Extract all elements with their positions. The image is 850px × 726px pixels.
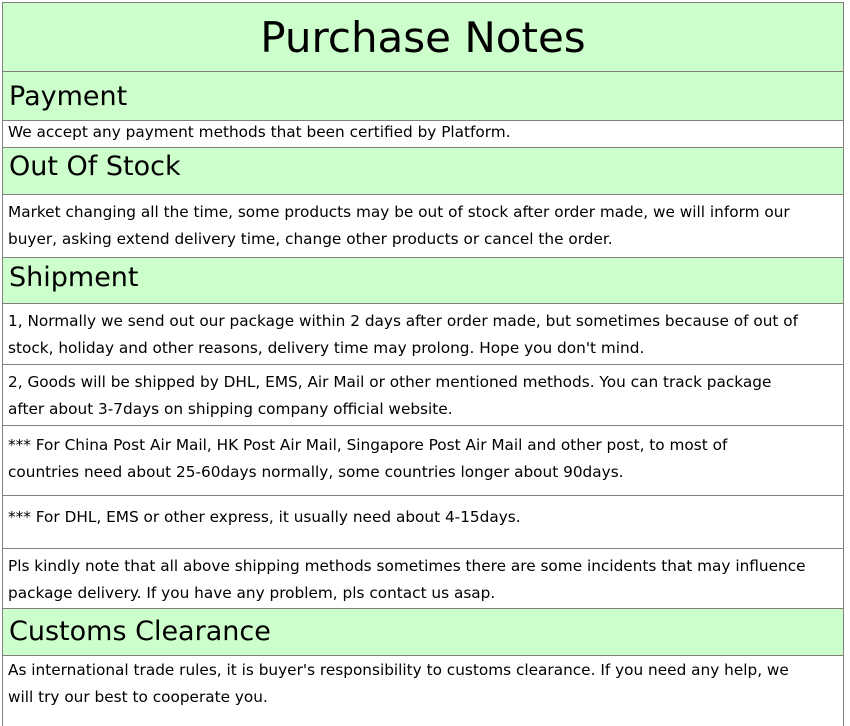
shipment-item-line: after about 3-7days on shipping company official website. [8,400,453,418]
payment-line: We accept any payment methods that been certified by Platform. [8,123,511,141]
customs-clearance-line: will try our best to cooperate you. [8,688,268,706]
out-of-stock-text [3,195,843,258]
shipment-item-line: Pls kindly note that all above shipping methods sometimes there are some incidents that may influence [8,557,806,575]
shipment-item-line: countries need about 25-60days normally, some countries longer about 90days. [8,463,624,481]
shipment-item-line: 2, Goods will be shipped by DHL, EMS, Air Mail or other mentioned methods. You can track package [8,373,772,391]
shipment-item-line: *** For China Post Air Mail, HK Post Air Mail, Singapore Post Air Mail and other post, to most of [8,436,728,454]
shipment-item-3 [3,426,843,496]
shipment-heading: Shipment [3,258,843,304]
shipment-item-1 [3,304,843,365]
out-of-stock-heading: Out Of Stock [3,148,843,195]
out-of-stock-line: buyer, asking extend delivery time, change other products or cancel the order. [8,230,613,248]
shipment-item-line: 1, Normally we send out our package within 2 days after order made, but sometimes because of out of [8,312,799,330]
shipment-item-4 [3,496,843,549]
shipment-item-5 [3,549,843,609]
purchase-notes-table [2,2,844,726]
out-of-stock-line: Market changing all the time, some products may be out of stock after order made, we will inform our [8,203,790,221]
shipment-item-2 [3,365,843,426]
shipment-item-line: *** For DHL, EMS or other express, it usually need about 4-15days. [8,508,521,526]
customs-clearance-line: As international trade rules, it is buyer's responsibility to customs clearance. If you need any help, we [8,661,789,679]
shipment-item-line: stock, holiday and other reasons, delivery time may prolong. Hope you don't mind. [8,339,645,357]
payment-text [3,121,843,148]
page-title: Purchase Notes [3,3,843,72]
customs-clearance-heading: Customs Clearance [3,609,843,656]
payment-heading: Payment [3,72,843,121]
shipment-item-line: package delivery. If you have any problem, pls contact us asap. [8,584,496,602]
